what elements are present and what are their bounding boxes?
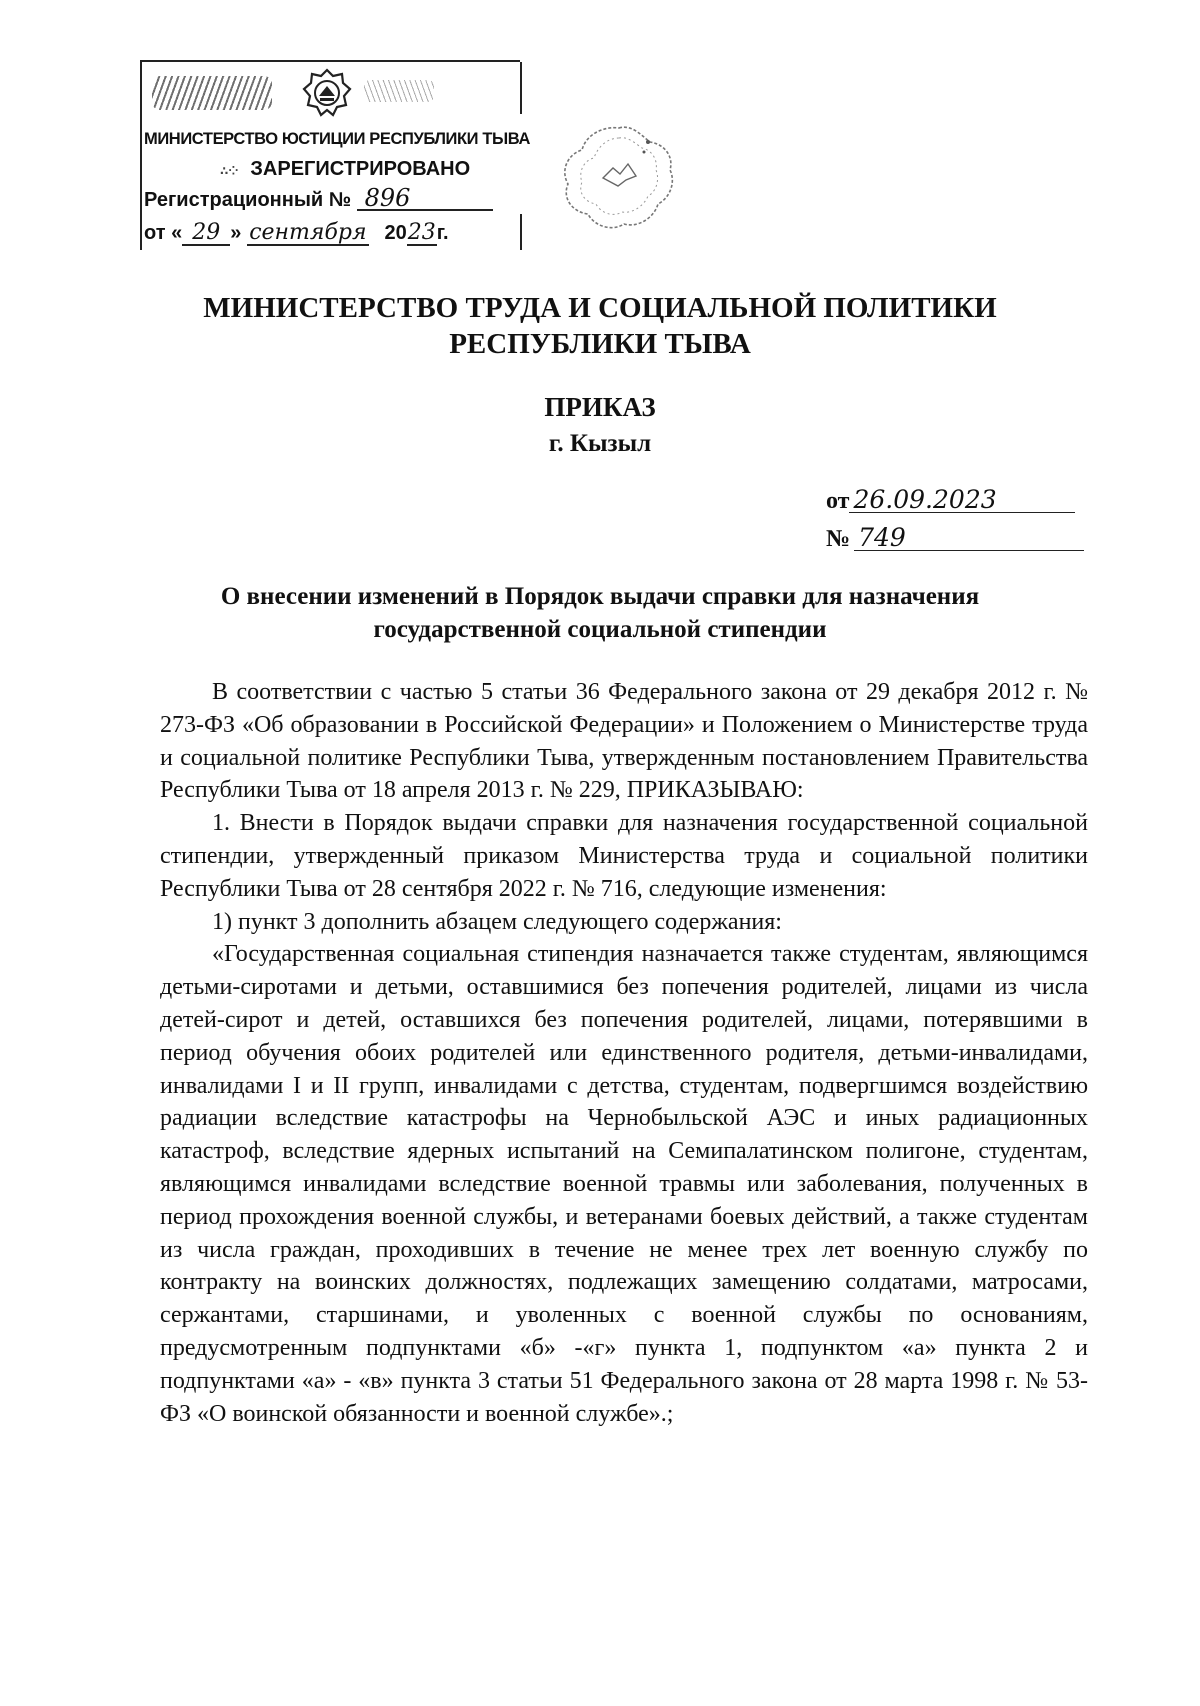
order-subject: О внесении изменений в Порядок выдачи справки для назначения государственной социальной стипендии xyxy=(220,583,980,643)
stamp-year: 23 xyxy=(407,220,436,245)
stamp-month: сентября xyxy=(247,222,369,246)
stamp-day: 29 xyxy=(182,222,230,246)
ministry-title: МИНИСТЕРСТВО ТРУДА И СОЦИАЛЬНОЙ ПОЛИТИКИ РЕСПУБЛИКИ ТЫВА xyxy=(203,292,997,360)
order-title: ПРИКАЗ xyxy=(544,392,656,422)
document-body xyxy=(160,676,1088,1430)
stamp-ministry: МИНИСТЕРСТВО ЮСТИЦИИ РЕСПУБЛИКИ ТЫВА xyxy=(144,130,530,148)
order-date-value: 26.09.2023 xyxy=(849,488,1075,513)
order-date: от 26.09.2023 xyxy=(826,488,1084,526)
body-paragraph: 1. Внести в Порядок выдачи справки для назначения государственной социальной стипендии, утвержденный приказом Министерства труда и социальной политики Республики Тыва от 28 сентября 2022 г. № 716, следующие изменения: xyxy=(160,810,1088,902)
order-date-number xyxy=(826,485,1084,564)
body-paragraph: В соответствии с частью 5 статьи 36 Федерального закона от 29 декабря 2012 г. № 273-ФЗ «Об образовании в Российской Федерации» и Положением о Министерстве труда и социальной политике Республики Тыва, утвержденным постановлением Правительства Республики Тыва от 18 апреля 2013 г. № 229, ПРИКАЗЫВАЮ: xyxy=(160,679,1088,804)
order-number: № 749 xyxy=(826,526,1084,564)
stamp-registered: ∴⁘ ЗАРЕГИСТРИРОВАНО xyxy=(220,158,471,180)
body-paragraph: 1) пункт 3 дополнить абзацем следующего содержания: xyxy=(212,908,782,935)
registration-number-value: 896 xyxy=(357,187,493,211)
emblem-icon xyxy=(302,68,352,120)
stamp-date: от « 29 » сентября 2023г. xyxy=(144,220,449,245)
stamp-scribble xyxy=(364,80,434,102)
stamp-registration-number: Регистрационный № 896 xyxy=(144,187,493,212)
stamp-scribble xyxy=(152,76,272,110)
order-city: г. Кызыл xyxy=(548,430,652,457)
registration-stamp xyxy=(140,60,530,250)
body-paragraph: «Государственная социальная стипендия назначается также студентам, являющимся детьми-сиротами и детьми, оставшимися без попечения родителей, лицами из числа детей-сирот и детей, оставшихся без попечения родителей, лицами, потерявшими в период обучения обоих родителей или единственного родителя, детьми-инвалидами, инвалидами I и II групп, инвалидами с детства, студентам, подвергшимся воздействию радиации вследствие катастрофы на Чернобыльской АЭС и иных радиационных катастроф, вследствие ядерных испытаний на Семипалатинском полигоне, студентам, являющимся инвалидами вследствие военной травмы или заболевания, полученных в период прохождения военной службы, и ветеранами боевых действий, а также студентам из числа граждан, проходивших в течение не менее трех лет военную службу по контракту на воинских должностях, подлежащих замещению солдатами, матросами, сержантами, старшинами, и уволенных с военной службы по основаниям, предусмотренным подпунктами «б» -«г» пункта 1, подпунктом «а» пункта 2 и подпунктами «а» - «в» пункта 3 статьи 51 Федерального закона от 28 марта 1998 г. № 53-ФЗ «О воинской обязанности и военной службе».; xyxy=(160,941,1088,1427)
order-number-value: 749 xyxy=(854,526,1084,551)
official-seal-icon xyxy=(558,122,680,234)
